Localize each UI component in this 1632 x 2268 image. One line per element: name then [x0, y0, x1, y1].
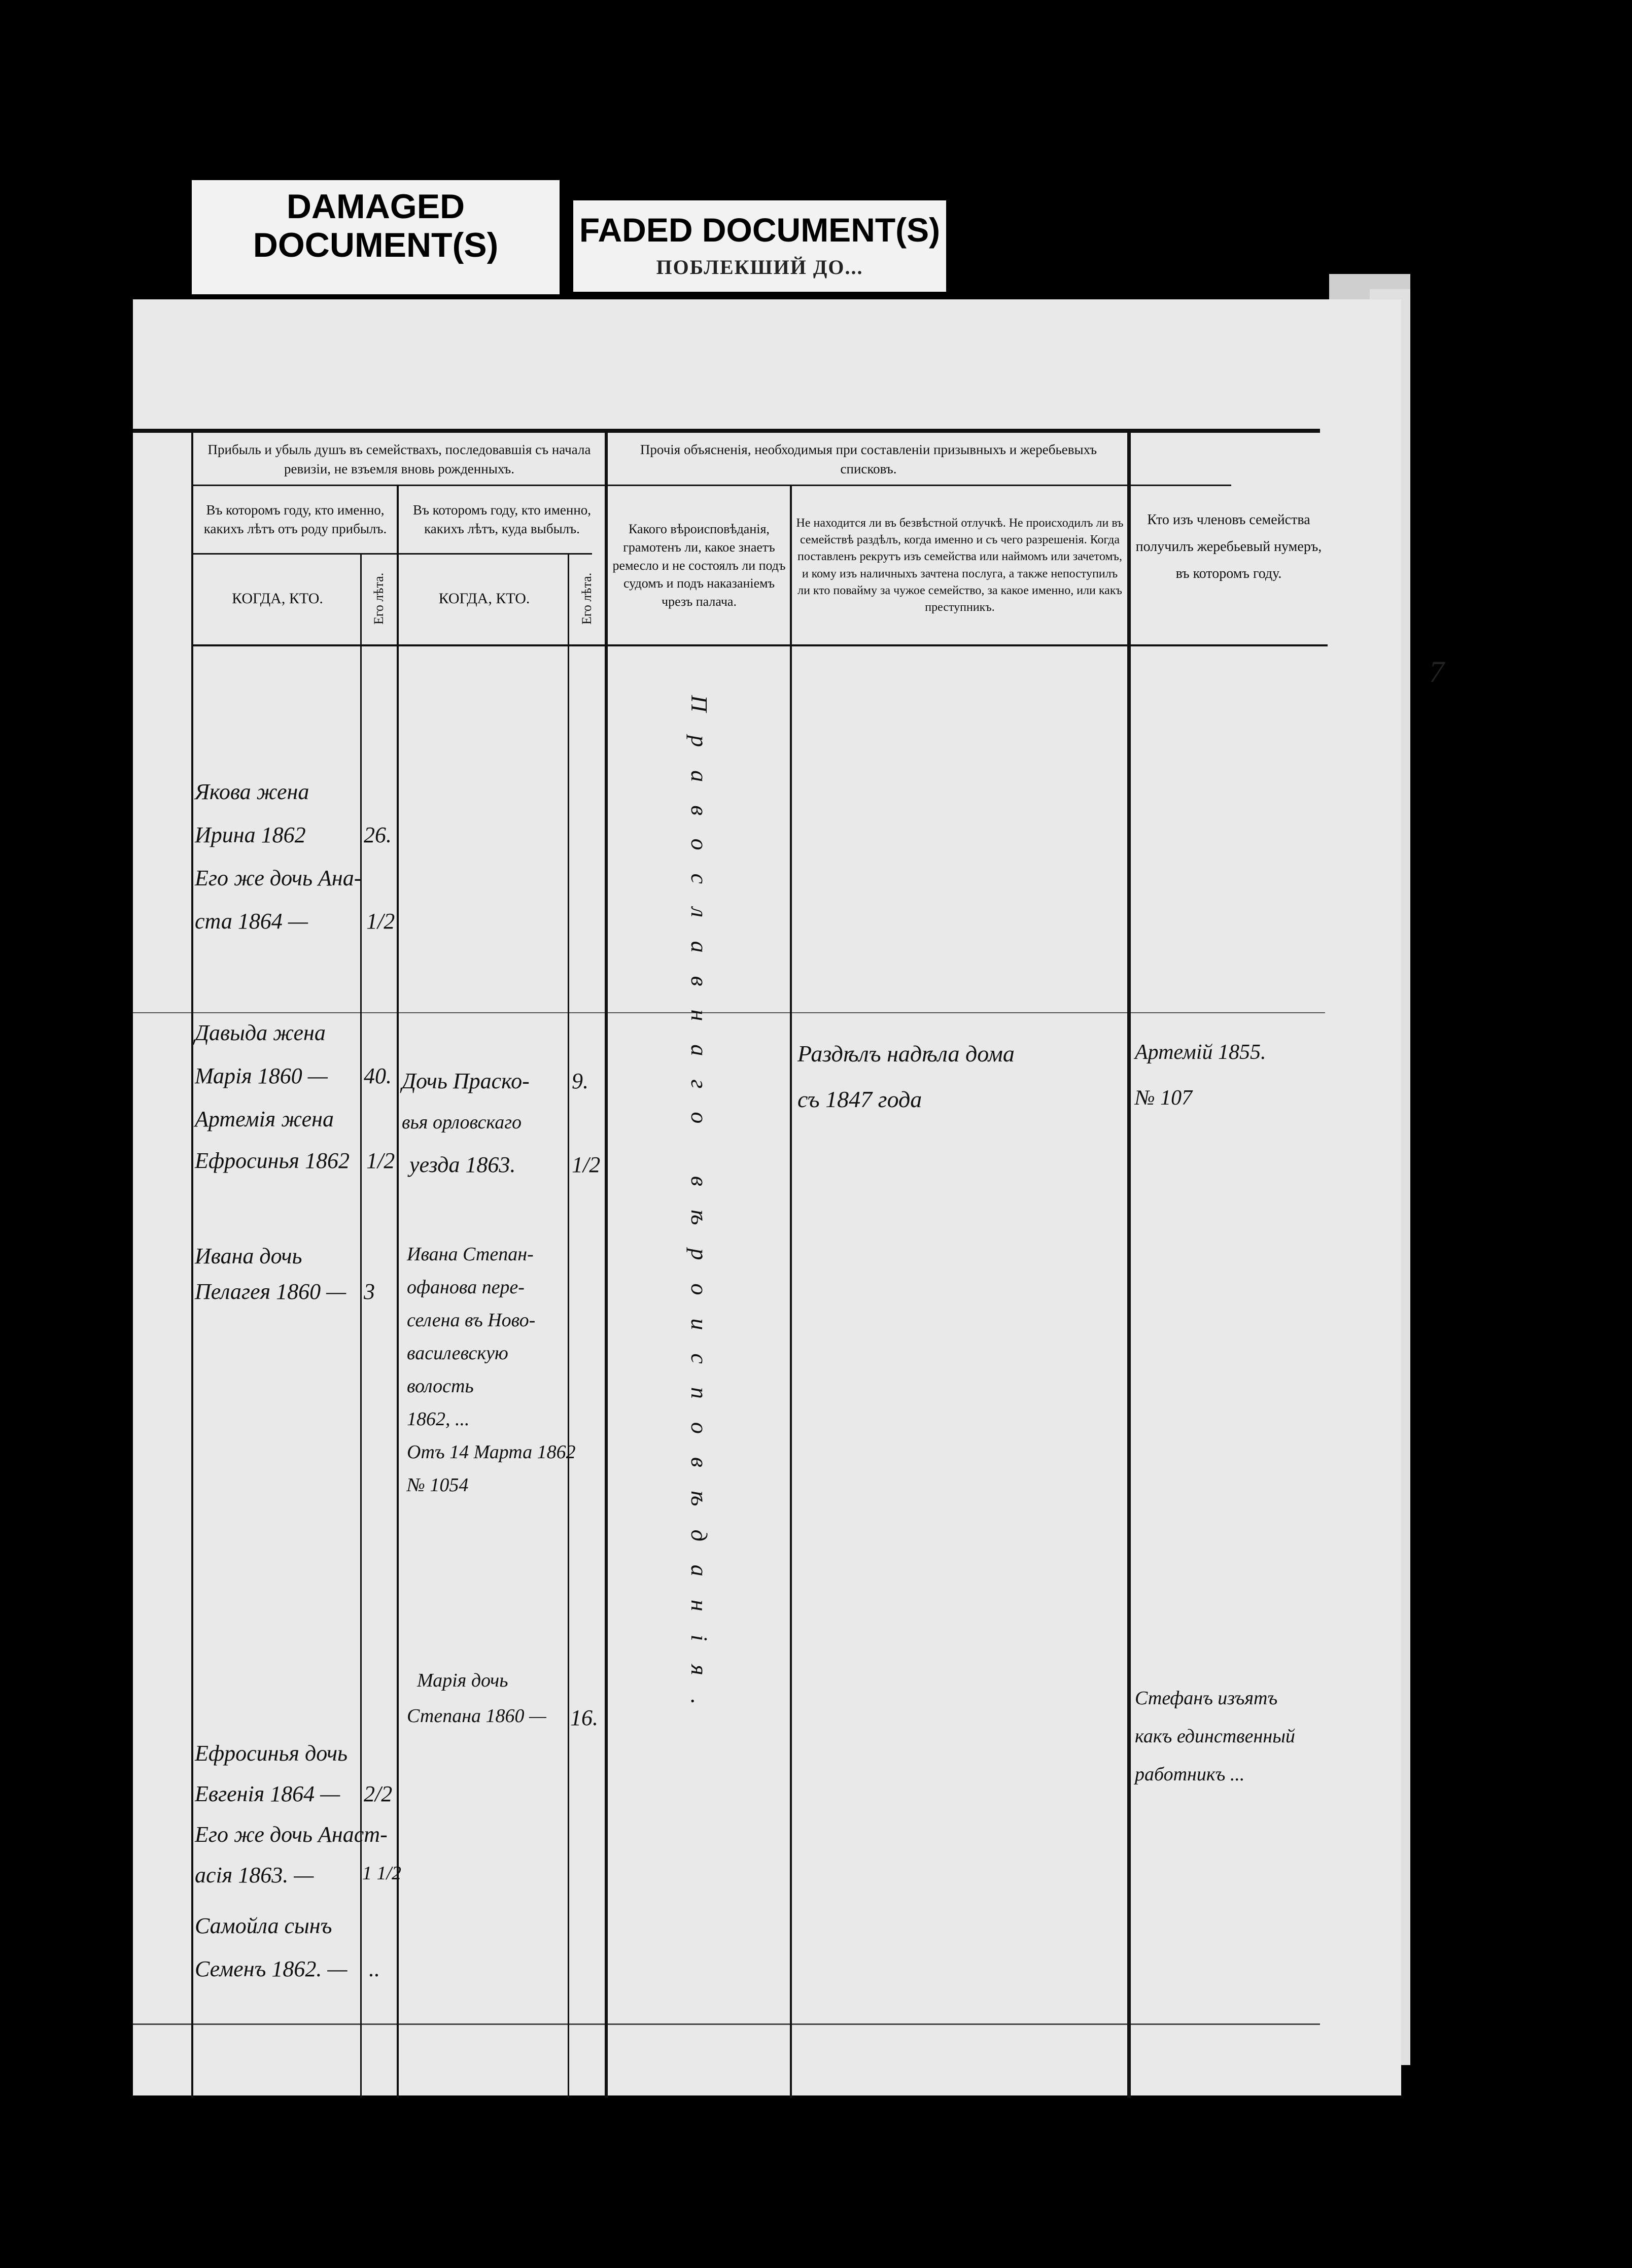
- table-top-border: [133, 429, 1320, 433]
- came-entry-age: 2/2: [364, 1781, 393, 1806]
- header-age-1: Его лѣта.: [371, 572, 387, 625]
- came-entry-age: 1/2: [366, 1148, 395, 1173]
- absence-entry-line: съ 1847 года: [797, 1086, 922, 1112]
- came-entry-line: Его же дочь Анаст-: [195, 1822, 388, 1847]
- header-group-2: Прочiя объясненiя, необходимыя при составленiи призывныхъ и жеребьевыхъ списковъ.: [640, 442, 1097, 476]
- col-left-border: [191, 429, 193, 2098]
- came-entry-age: 1/2: [366, 909, 395, 934]
- left-entry-line: офанова пере-: [407, 1277, 525, 1298]
- page-number: 7: [1429, 655, 1444, 689]
- lot-entry-line: Стефанъ изъятъ: [1135, 1688, 1278, 1709]
- came-entry-line: Артемiя жена: [195, 1107, 334, 1131]
- table-bottom-rule: [133, 2023, 1320, 2025]
- came-entry-line: Якова жена: [195, 779, 309, 804]
- left-entry-line: Отъ 14 Марта 1862: [407, 1441, 576, 1463]
- register-page: [133, 299, 1444, 2095]
- lot-entry-line: № 107: [1135, 1086, 1193, 1110]
- col-sep-age1: [360, 553, 362, 2098]
- came-entry-line: Давыда жена: [195, 1020, 326, 1045]
- came-entry-age: 26.: [364, 822, 392, 847]
- header-group-rule: [191, 485, 1231, 486]
- faded-document-label: [573, 200, 946, 292]
- faded-label-title: FADED DOCUMENT(S): [579, 211, 941, 249]
- left-entry-line: Ивана Степан-: [407, 1244, 534, 1265]
- col-sep-age2: [568, 553, 569, 2098]
- came-entry-line: Ирина 1862: [195, 822, 306, 847]
- left-entry-line: № 1054: [407, 1474, 469, 1496]
- left-entry-age: 9.: [572, 1069, 588, 1093]
- left-entry-age: 1/2: [572, 1152, 601, 1177]
- left-entry-age: 16.: [570, 1705, 598, 1730]
- header-col-absence: Не находится ли въ безвѣстной отлучкѣ. Не происходилъ ли въ семействѣ раздѣлъ, когда именно и съ чего разрешенiя. Когда поставленъ рекрутъ изъ семейства или наймомъ или зачетомъ, и кому изъ наличныхъ зачтена послуга, а также непоступилъ ли кто повайму за чужое семейство, за какое именно, или какъ преступникъ.: [796, 517, 1124, 614]
- left-entry-line: вья орловскаго: [402, 1112, 522, 1133]
- lot-entry-line: Артемiй 1855.: [1135, 1041, 1266, 1064]
- lot-entry-line: работникъ ...: [1135, 1764, 1245, 1785]
- came-entry-age: 3: [364, 1279, 375, 1304]
- row-divider-1: [133, 1012, 1325, 1013]
- header-group-1: Прибыль и убыль душъ въ семействахъ, последовавшiя съ начала ревизiи, не взъемля вновь рожденныхъ.: [207, 442, 591, 476]
- left-entry-line: Степана 1860 —: [407, 1705, 546, 1727]
- lot-entry-line: какъ единственный: [1135, 1726, 1295, 1747]
- religion-note: Православнаго вѣроисповѣданiя.: [686, 695, 712, 1728]
- left-entry-line: Марiя дочь: [417, 1670, 508, 1691]
- absence-entry-line: Раздѣлъ надѣла дома: [797, 1041, 1015, 1067]
- header-subcol-rule: [191, 553, 592, 555]
- came-entry-line: Евгенiя 1864 —: [195, 1781, 340, 1806]
- left-entry-line: 1862, ...: [407, 1408, 470, 1430]
- col-sep-came-left: [397, 486, 399, 2098]
- came-entry-age: ..: [369, 1956, 380, 1981]
- came-entry-line: ста 1864 —: [195, 909, 308, 934]
- header-col-lot: Кто изъ членовъ семейства получилъ жеребьевый нумеръ, въ которомъ году.: [1135, 511, 1322, 582]
- came-entry-line: Ефросинья дочь: [195, 1741, 348, 1766]
- header-col-religion: Какого вѣроисповѣданiя, грамотенъ ли, какое знаетъ ремесло и не состоялъ ли подъ судомъ и подъ наказанiемъ чрезъ палача.: [612, 521, 786, 609]
- header-age-2: Его лѣта.: [579, 572, 595, 625]
- header-when-who-2: КОГДА, КТО.: [438, 590, 530, 607]
- came-entry-age: 1 1/2: [362, 1863, 402, 1884]
- came-entry-line: Семенъ 1862. —: [195, 1956, 348, 1981]
- header-bottom-rule: [191, 644, 1328, 646]
- header-col-came: Въ которомъ году, кто именно, какихъ лѣтъ отъ роду прибылъ.: [203, 502, 387, 536]
- came-entry-age: 40.: [364, 1063, 392, 1088]
- header-col-left: Въ которомъ году, кто именно, какихъ лѣтъ, куда выбылъ.: [412, 502, 592, 536]
- came-entry-line: Марiя 1860 —: [195, 1063, 328, 1088]
- left-entry-line: Дочь Праско-: [402, 1069, 530, 1093]
- header-when-who-1: КОГДА, КТО.: [232, 590, 323, 607]
- faded-label-subtitle: ПОБЛЕКШИЙ ДО...: [656, 255, 863, 279]
- came-entry-line: Самойла сынъ: [195, 1913, 332, 1938]
- came-entry-line: Ивана дочь: [195, 1244, 302, 1268]
- came-entry-line: асiя 1863. —: [195, 1863, 314, 1887]
- left-entry-line: василевскую: [407, 1343, 508, 1364]
- came-entry-line: Пелагея 1860 —: [195, 1279, 346, 1304]
- col-sep-group2: [605, 429, 608, 2098]
- left-entry-line: селена въ Ново-: [407, 1310, 536, 1331]
- came-entry-line: Ефросинья 1862: [195, 1148, 350, 1173]
- came-entry-line: Его же дочь Ана-: [195, 866, 362, 890]
- damaged-document-label: DAMAGED DOCUMENT(S): [192, 180, 560, 294]
- left-entry-line: уезда 1863.: [409, 1152, 516, 1177]
- col-sep-lot: [1127, 429, 1131, 2098]
- col-sep-religion: [790, 486, 792, 2098]
- left-entry-line: волость: [407, 1376, 474, 1397]
